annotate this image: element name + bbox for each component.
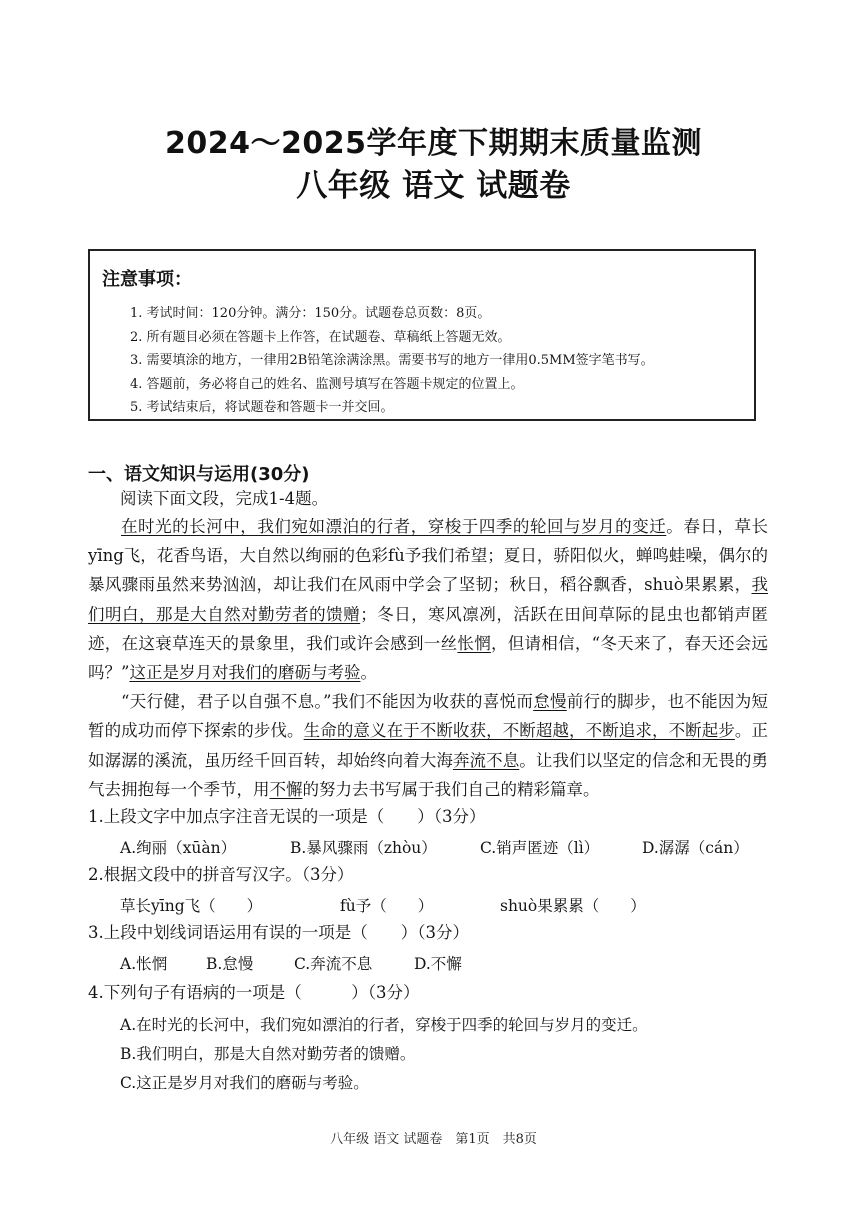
option-d[interactable]: D.潺潺（cán） xyxy=(642,839,749,857)
option-c[interactable]: C.这正是岁月对我们的磨砺与考验。 xyxy=(120,1074,369,1092)
reading-passage xyxy=(88,512,768,804)
notice-item: 5. 考试结束后，将试题卷和答题卡一并交回。 xyxy=(130,400,394,415)
page-footer: 八年级 语文 试题卷 第1页 共8页 xyxy=(330,1132,537,1147)
question-3-options xyxy=(120,952,462,974)
option-a[interactable]: A.在时光的长河中，我们宛如漂泊的行者，穿梭于四季的轮回与岁月的变迁。 xyxy=(120,1016,648,1034)
underlined-word: 奔流不息 xyxy=(452,750,520,770)
question-1-options xyxy=(120,836,749,858)
question-1-stem: 1.上段文字中加点字注音无误的一项是（ ）（3分） xyxy=(88,807,486,826)
passage-text: 的努力去书写属于我们自己的精彩篇章。 xyxy=(302,779,600,799)
exam-subtitle: 八年级 语文 试题卷 xyxy=(296,168,571,204)
underlined-sentence: 这正是岁月对我们的磨砺与考验 xyxy=(129,663,361,683)
option-b[interactable]: B.怠慢 xyxy=(206,955,254,973)
notice-item: 3. 需要填涂的地方，一律用2B铅笔涂满涂黑。需要书写的地方一律用0.5MM签字笔书写。 xyxy=(130,353,654,368)
passage-text: 。正如潺潺的溪流，虽历经千回百转，却始终向着大海 xyxy=(88,721,769,770)
question-3-stem: 3.上段中划线词语运用有误的一项是（ ）（3分） xyxy=(88,923,469,942)
passage-text: 。春日，草长yīng飞，花香鸟语，大自然以绚丽的色彩fù予我们希望；夏日，骄阳似火，蝉鸣蛙噪，偶尔的暴风骤雨虽然来势汹汹，却让我们在风雨中学会了坚韧；秋日，稻谷飘香，shuò果累累， xyxy=(88,517,768,595)
passage-text: 前行的脚步，也不能因为短暂的成功而停下探索的步伐。 xyxy=(88,692,769,741)
option-d[interactable]: D.不懈 xyxy=(414,955,462,973)
option-a[interactable]: A.怅惘 xyxy=(120,955,168,973)
blank-yingfei[interactable]: 草长yīng飞（ ） xyxy=(120,897,263,915)
question-2-blanks xyxy=(120,894,646,916)
question-4-stem: 4.下列句子有语病的一项是（ ）（3分） xyxy=(88,983,420,1002)
underlined-word: 怠慢 xyxy=(533,692,567,712)
underlined-sentence: 在时光的长河中，我们宛如漂泊的行者，穿梭于四季的轮回与岁月的变迁 xyxy=(121,517,667,536)
exam-title: 2024～2025学年度下期期末质量监测 xyxy=(165,126,702,161)
option-b[interactable]: B.暴风骤雨（zhòu） xyxy=(290,839,437,857)
option-c[interactable]: C.销声匿迹（lì） xyxy=(480,839,600,857)
passage-text: 。让我们以坚定的信念和无畏的勇气去拥抱每一个季节，用 xyxy=(88,750,769,799)
passage-text: ，但请相信，“冬天来了，春天还会远吗？” xyxy=(88,633,768,683)
passage-text: ；冬日，寒风凛冽，活跃在田间草际的昆虫也都销声匿迹，在这衰草连天的景象里，我们或许会感到一丝 xyxy=(88,604,769,653)
question-2-stem: 2.根据文段中的拼音写汉字。（3分） xyxy=(88,865,354,884)
notice-box xyxy=(88,249,756,421)
underlined-word: 不懈 xyxy=(269,779,303,799)
notice-list xyxy=(130,302,654,420)
underlined-sentence: 我们明白，那是大自然对勤劳者的馈赠 xyxy=(88,575,768,624)
notice-item: 4. 答题前，务必将自己的姓名、监测号填写在答题卡规定的位置上。 xyxy=(130,376,524,392)
underlined-sentence: 生命的意义在于不断收获，不断超越，不断追求，不断起步 xyxy=(303,721,735,741)
passage-paragraph-1 xyxy=(88,512,768,687)
option-c[interactable]: C.奔流不息 xyxy=(294,955,373,973)
blank-shuoguo[interactable]: shuò果累累（ ） xyxy=(500,897,646,915)
notice-item: 2. 所有题目必须在答题卡上作答，在试题卷、草稿纸上答题无效。 xyxy=(130,329,511,345)
notice-item: 1. 考试时间：120分钟。满分：150分。试题卷总页数：8页。 xyxy=(130,306,491,321)
option-b[interactable]: B.我们明白，那是大自然对勤劳者的馈赠。 xyxy=(120,1045,416,1063)
passage-text: 。 xyxy=(360,663,377,683)
blank-fuyu[interactable]: fù予（ ） xyxy=(340,897,434,915)
notice-heading: 注意事项： xyxy=(102,269,192,290)
option-a[interactable]: A.绚丽（xūàn） xyxy=(120,839,237,857)
section-instruction: 阅读下面文段，完成1-4题。 xyxy=(120,489,329,508)
section-heading: 一、语文知识与运用(30分) xyxy=(88,464,310,485)
passage-text: “天行健，君子以自强不息。”我们不能因为收获的喜悦而 xyxy=(121,692,534,712)
passage-paragraph-2 xyxy=(88,687,768,804)
underlined-word: 怅惘 xyxy=(457,633,491,653)
